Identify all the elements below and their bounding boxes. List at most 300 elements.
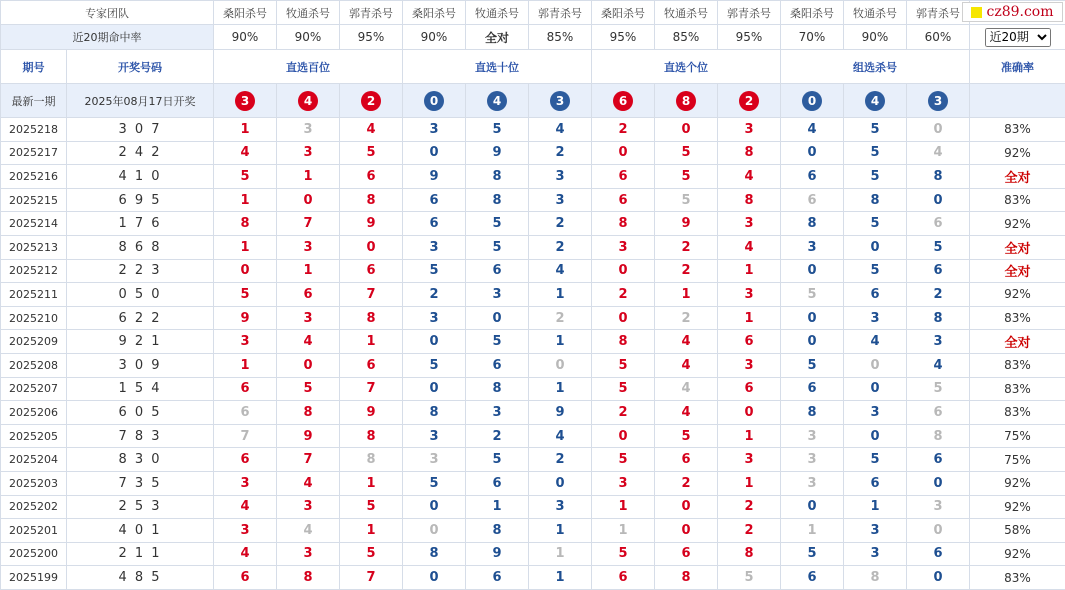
period-header: 期号	[1, 50, 67, 84]
kill-number-cell: 3	[277, 542, 340, 566]
kill-number-cell: 1	[592, 495, 655, 519]
kill-number-cell: 3	[781, 235, 844, 259]
period-cell: 2025215	[1, 188, 67, 212]
kill-number-cell: 1	[340, 330, 403, 354]
kill-number-cell: 8	[403, 542, 466, 566]
latest-kill-cell	[781, 84, 844, 118]
kill-number-cell: 3	[592, 471, 655, 495]
kill-number-cell: 5	[592, 353, 655, 377]
kill-number-cell: 8	[907, 165, 970, 189]
expert-name: 桑阳杀号	[781, 1, 844, 25]
kill-number-cell: 8	[844, 188, 907, 212]
kill-number-cell: 3	[277, 141, 340, 165]
kill-number-cell: 0	[907, 118, 970, 142]
number-ball: 4	[298, 91, 318, 111]
accuracy-cell: 83%	[970, 353, 1065, 377]
kill-number-cell: 5	[907, 377, 970, 401]
period-cell: 2025203	[1, 471, 67, 495]
accuracy-cell: 75%	[970, 424, 1065, 448]
kill-number-cell: 5	[214, 165, 277, 189]
kill-number-cell: 1	[214, 235, 277, 259]
kill-number-cell: 2	[718, 519, 781, 543]
kill-number-cell: 1	[214, 353, 277, 377]
kill-number-cell: 1	[718, 424, 781, 448]
kill-number-cell: 0	[403, 566, 466, 590]
kill-number-cell: 4	[655, 330, 718, 354]
kill-number-cell: 5	[466, 212, 529, 236]
kill-number-cell: 1	[655, 283, 718, 307]
kill-number-cell: 6	[466, 566, 529, 590]
accuracy-cell: 83%	[970, 377, 1065, 401]
draw-number-cell: 2 2 3	[67, 259, 214, 283]
kill-number-cell: 7	[277, 448, 340, 472]
group-header-units: 直选个位	[592, 50, 781, 84]
kill-number-cell: 3	[403, 118, 466, 142]
table-row	[1, 283, 1065, 307]
table-row	[1, 188, 1065, 212]
kill-number-cell: 6	[907, 401, 970, 425]
hit-rate-value: 90%	[214, 25, 277, 50]
kill-number-cell: 1	[781, 519, 844, 543]
kill-number-cell: 3	[277, 306, 340, 330]
table-body	[1, 1, 1065, 590]
expert-name: 郭青杀号	[340, 1, 403, 25]
table-row	[1, 259, 1065, 283]
hit-rate-value: 70%	[781, 25, 844, 50]
kill-number-cell: 7	[340, 377, 403, 401]
kill-number-cell: 1	[529, 566, 592, 590]
kill-number-cell: 6	[718, 377, 781, 401]
accuracy-cell: 全对	[970, 165, 1065, 189]
kill-number-cell: 9	[340, 401, 403, 425]
kill-number-cell: 6	[466, 353, 529, 377]
kill-number-cell: 6	[214, 377, 277, 401]
draw-number-cell: 4 0 1	[67, 519, 214, 543]
period-cell: 2025212	[1, 259, 67, 283]
kill-number-cell: 8	[907, 306, 970, 330]
kill-number-cell: 6	[844, 283, 907, 307]
expert-name: 郭青杀号	[718, 1, 781, 25]
group-header-tens: 直选十位	[403, 50, 592, 84]
kill-number-cell: 3	[529, 495, 592, 519]
accuracy-cell: 92%	[970, 495, 1065, 519]
kill-number-cell: 6	[781, 566, 844, 590]
accuracy-cell: 83%	[970, 401, 1065, 425]
table-row	[1, 212, 1065, 236]
latest-draw-date: 2025年08月17日开奖	[67, 84, 214, 118]
kill-number-cell: 8	[718, 188, 781, 212]
table-row	[1, 542, 1065, 566]
kill-number-cell: 6	[655, 542, 718, 566]
period-cell: 2025201	[1, 519, 67, 543]
latest-kill-cell	[655, 84, 718, 118]
hit-rate-value: 全对	[466, 25, 529, 50]
kill-number-cell: 0	[844, 377, 907, 401]
kill-number-cell: 3	[718, 283, 781, 307]
period-select-cell	[970, 25, 1065, 50]
kill-number-cell: 3	[718, 448, 781, 472]
kill-number-cell: 5	[340, 141, 403, 165]
accuracy-cell: 92%	[970, 283, 1065, 307]
kill-number-cell: 8	[466, 165, 529, 189]
kill-number-cell: 5	[403, 259, 466, 283]
draw-number-cell: 1 5 4	[67, 377, 214, 401]
hit-rate-value: 90%	[844, 25, 907, 50]
draw-number-cell: 9 2 1	[67, 330, 214, 354]
kill-number-cell: 5	[844, 212, 907, 236]
kill-number-cell: 6	[655, 448, 718, 472]
kill-number-cell: 6	[466, 259, 529, 283]
accuracy-cell: 92%	[970, 542, 1065, 566]
table-row	[1, 377, 1065, 401]
table-row	[1, 519, 1065, 543]
kill-number-cell: 4	[655, 353, 718, 377]
kill-number-cell: 8	[340, 306, 403, 330]
kill-number-cell: 6	[340, 259, 403, 283]
kill-number-cell: 3	[277, 495, 340, 519]
kill-number-cell: 8	[466, 519, 529, 543]
kill-number-cell: 8	[340, 188, 403, 212]
table-row	[1, 471, 1065, 495]
period-cell: 2025207	[1, 377, 67, 401]
kill-number-cell: 5	[781, 353, 844, 377]
kill-number-cell: 2	[655, 259, 718, 283]
period-select[interactable]	[985, 28, 1051, 47]
period-cell: 2025209	[1, 330, 67, 354]
expert-name: 桑阳杀号	[403, 1, 466, 25]
kill-number-cell: 0	[907, 471, 970, 495]
latest-kill-cell	[907, 84, 970, 118]
kill-number-cell: 6	[340, 165, 403, 189]
accuracy-cell: 75%	[970, 448, 1065, 472]
table-row	[1, 566, 1065, 590]
kill-number-cell: 0	[781, 495, 844, 519]
hit-rate-value: 95%	[592, 25, 655, 50]
kill-number-cell: 8	[718, 141, 781, 165]
kill-number-cell: 0	[403, 519, 466, 543]
expert-name: 桑阳杀号	[214, 1, 277, 25]
kill-number-cell: 3	[277, 118, 340, 142]
kill-number-cell: 3	[214, 471, 277, 495]
kill-number-cell: 8	[214, 212, 277, 236]
kill-number-cell: 1	[466, 495, 529, 519]
kill-number-cell: 2	[529, 306, 592, 330]
kill-number-cell: 4	[907, 141, 970, 165]
expert-name: 牧通杀号	[844, 1, 907, 25]
kill-number-cell: 6	[907, 259, 970, 283]
kill-number-cell: 0	[844, 235, 907, 259]
draw-number-cell: 8 6 8	[67, 235, 214, 259]
accuracy-cell: 83%	[970, 306, 1065, 330]
kill-number-cell: 6	[907, 212, 970, 236]
kill-number-cell: 0	[844, 353, 907, 377]
kill-number-cell: 8	[592, 330, 655, 354]
kill-number-cell: 0	[844, 424, 907, 448]
kill-number-cell: 3	[466, 283, 529, 307]
number-ball: 8	[676, 91, 696, 111]
kill-number-cell: 4	[529, 118, 592, 142]
latest-kill-cell	[403, 84, 466, 118]
kill-number-cell: 5	[907, 235, 970, 259]
kill-number-cell: 3	[277, 235, 340, 259]
kill-number-cell: 4	[277, 519, 340, 543]
kill-number-cell: 4	[718, 165, 781, 189]
draw-number-cell: 1 7 6	[67, 212, 214, 236]
table-row	[1, 118, 1065, 142]
kill-number-cell: 5	[655, 141, 718, 165]
period-cell: 2025216	[1, 165, 67, 189]
number-ball: 4	[487, 91, 507, 111]
kill-number-cell: 4	[844, 330, 907, 354]
kill-number-cell: 4	[718, 235, 781, 259]
kill-number-cell: 1	[529, 519, 592, 543]
kill-number-cell: 5	[403, 353, 466, 377]
kill-number-cell: 0	[403, 377, 466, 401]
kill-number-cell: 1	[718, 471, 781, 495]
kill-number-cell: 0	[529, 353, 592, 377]
kill-number-cell: 0	[592, 306, 655, 330]
latest-accuracy-empty	[970, 84, 1065, 118]
period-cell: 2025211	[1, 283, 67, 307]
expert-name: 牧通杀号	[277, 1, 340, 25]
kill-number-cell: 8	[466, 377, 529, 401]
kill-number-cell: 8	[907, 424, 970, 448]
latest-kill-cell	[214, 84, 277, 118]
draw-number-cell: 2 5 3	[67, 495, 214, 519]
kill-number-cell: 1	[529, 542, 592, 566]
kill-number-cell: 0	[403, 141, 466, 165]
period-cell: 2025208	[1, 353, 67, 377]
draw-number-cell: 0 5 0	[67, 283, 214, 307]
kill-number-cell: 8	[592, 212, 655, 236]
kill-number-cell: 3	[214, 330, 277, 354]
draw-number-cell: 4 1 0	[67, 165, 214, 189]
kill-number-cell: 9	[340, 212, 403, 236]
kill-number-cell: 0	[718, 401, 781, 425]
draw-number-cell: 3 0 7	[67, 118, 214, 142]
period-cell: 2025199	[1, 566, 67, 590]
kill-number-cell: 2	[718, 495, 781, 519]
kill-number-cell: 3	[844, 401, 907, 425]
kill-number-cell: 9	[277, 424, 340, 448]
table-row	[1, 495, 1065, 519]
table-row	[1, 165, 1065, 189]
table-row	[1, 141, 1065, 165]
kill-number-cell: 5	[655, 165, 718, 189]
kill-number-cell: 5	[466, 330, 529, 354]
kill-number-cell: 1	[340, 471, 403, 495]
group-header-group-kill: 组选杀号	[781, 50, 970, 84]
kill-number-cell: 0	[907, 566, 970, 590]
kill-number-cell: 5	[466, 448, 529, 472]
kill-number-cell: 3	[781, 471, 844, 495]
kill-number-cell: 8	[340, 448, 403, 472]
kill-number-cell: 0	[781, 259, 844, 283]
period-cell: 2025202	[1, 495, 67, 519]
kill-number-cell: 3	[844, 542, 907, 566]
site-logo[interactable]	[962, 2, 1063, 22]
draw-number-cell: 7 3 5	[67, 471, 214, 495]
number-ball: 3	[550, 91, 570, 111]
kill-number-cell: 9	[403, 165, 466, 189]
kill-number-cell: 6	[466, 471, 529, 495]
accuracy-cell: 58%	[970, 519, 1065, 543]
kill-number-cell: 3	[718, 212, 781, 236]
kill-number-cell: 5	[340, 495, 403, 519]
table-row	[1, 235, 1065, 259]
expert-row	[1, 1, 1065, 25]
kill-number-cell: 6	[403, 212, 466, 236]
kill-number-cell: 2	[907, 283, 970, 307]
kill-number-cell: 3	[781, 448, 844, 472]
period-cell: 2025205	[1, 424, 67, 448]
kill-number-cell: 5	[718, 566, 781, 590]
latest-label: 最新一期	[1, 84, 67, 118]
kill-number-cell: 4	[907, 353, 970, 377]
kill-number-cell: 3	[529, 165, 592, 189]
kill-number-cell: 8	[781, 212, 844, 236]
hit-rate-value: 90%	[277, 25, 340, 50]
kill-number-cell: 2	[655, 306, 718, 330]
kill-number-cell: 3	[907, 330, 970, 354]
kill-number-cell: 4	[655, 377, 718, 401]
kill-number-cell: 2	[655, 471, 718, 495]
kill-number-cell: 2	[529, 141, 592, 165]
number-ball: 6	[613, 91, 633, 111]
table-row	[1, 448, 1065, 472]
kill-number-cell: 1	[529, 377, 592, 401]
draw-number-cell: 8 3 0	[67, 448, 214, 472]
hit-rate-value: 95%	[718, 25, 781, 50]
kill-number-cell: 5	[277, 377, 340, 401]
hit-rate-value: 85%	[529, 25, 592, 50]
kill-number-cell: 1	[214, 188, 277, 212]
kill-number-cell: 5	[844, 118, 907, 142]
kill-number-cell: 0	[403, 330, 466, 354]
kill-number-cell: 4	[781, 118, 844, 142]
kill-number-cell: 4	[529, 259, 592, 283]
table-row	[1, 330, 1065, 354]
latest-kill-cell	[592, 84, 655, 118]
kill-number-cell: 9	[529, 401, 592, 425]
hit-rate-value: 60%	[907, 25, 970, 50]
kill-number-cell: 1	[214, 118, 277, 142]
kill-number-cell: 8	[655, 566, 718, 590]
column-header-row	[1, 50, 1065, 84]
kill-number-cell: 0	[907, 519, 970, 543]
kill-number-cell: 6	[907, 448, 970, 472]
kill-number-cell: 8	[781, 401, 844, 425]
kill-number-cell: 3	[214, 519, 277, 543]
kill-number-cell: 0	[403, 495, 466, 519]
kill-number-cell: 1	[529, 330, 592, 354]
accuracy-cell: 83%	[970, 188, 1065, 212]
kill-number-cell: 9	[655, 212, 718, 236]
kill-number-cell: 8	[340, 424, 403, 448]
accuracy-cell: 全对	[970, 235, 1065, 259]
kill-number-cell: 6	[907, 542, 970, 566]
kill-number-cell: 3	[907, 495, 970, 519]
period-cell: 2025200	[1, 542, 67, 566]
kill-number-cell: 0	[781, 306, 844, 330]
draw-number-cell: 6 0 5	[67, 401, 214, 425]
latest-kill-cell	[340, 84, 403, 118]
kill-number-cell: 4	[655, 401, 718, 425]
kill-number-cell: 8	[277, 401, 340, 425]
kill-number-cell: 0	[592, 141, 655, 165]
kill-number-cell: 0	[781, 330, 844, 354]
kill-number-cell: 3	[403, 235, 466, 259]
kill-number-cell: 6	[403, 188, 466, 212]
kill-number-cell: 6	[340, 353, 403, 377]
latest-row	[1, 84, 1065, 118]
number-ball: 4	[865, 91, 885, 111]
kill-number-cell: 6	[781, 165, 844, 189]
team-label: 专家团队	[1, 1, 214, 25]
kill-number-cell: 8	[718, 542, 781, 566]
group-header-hundreds: 直选百位	[214, 50, 403, 84]
kill-number-cell: 1	[718, 259, 781, 283]
kill-number-cell: 8	[277, 566, 340, 590]
period-cell: 2025206	[1, 401, 67, 425]
kill-number-cell: 2	[655, 235, 718, 259]
kill-number-cell: 8	[403, 401, 466, 425]
kill-number-cell: 3	[403, 448, 466, 472]
hit-rate-label: 近20期命中率	[1, 25, 214, 50]
draw-number-cell: 2 1 1	[67, 542, 214, 566]
kill-number-cell: 7	[214, 424, 277, 448]
kill-number-cell: 2	[529, 448, 592, 472]
kill-number-cell: 0	[340, 235, 403, 259]
accuracy-header: 准确率	[970, 50, 1065, 84]
kill-number-cell: 7	[277, 212, 340, 236]
draw-number-cell: 2 4 2	[67, 141, 214, 165]
kill-number-cell: 4	[340, 118, 403, 142]
number-ball: 0	[424, 91, 444, 111]
kill-number-cell: 0	[907, 188, 970, 212]
kill-number-cell: 3	[718, 118, 781, 142]
kill-number-cell: 5	[844, 141, 907, 165]
latest-kill-cell	[529, 84, 592, 118]
kill-number-cell: 0	[592, 259, 655, 283]
kill-number-cell: 3	[781, 424, 844, 448]
hit-rate-value: 90%	[403, 25, 466, 50]
kill-number-cell: 8	[844, 566, 907, 590]
logo-text: cz89.com	[986, 4, 1053, 20]
latest-kill-cell	[844, 84, 907, 118]
period-cell: 2025204	[1, 448, 67, 472]
kill-number-cell: 2	[592, 118, 655, 142]
expert-name: 牧通杀号	[466, 1, 529, 25]
kill-number-cell: 1	[277, 165, 340, 189]
draw-number-cell: 7 8 3	[67, 424, 214, 448]
kill-number-cell: 6	[844, 471, 907, 495]
kill-number-cell: 0	[655, 519, 718, 543]
kill-number-cell: 5	[655, 424, 718, 448]
kill-number-cell: 5	[466, 118, 529, 142]
kill-number-cell: 5	[403, 471, 466, 495]
expert-name: 牧通杀号	[655, 1, 718, 25]
period-cell: 2025217	[1, 141, 67, 165]
kill-number-cell: 3	[844, 519, 907, 543]
kill-number-cell: 8	[466, 188, 529, 212]
number-ball: 3	[235, 91, 255, 111]
number-ball: 0	[802, 91, 822, 111]
latest-kill-cell	[718, 84, 781, 118]
table-row	[1, 401, 1065, 425]
kill-number-cell: 4	[214, 141, 277, 165]
number-ball: 3	[928, 91, 948, 111]
